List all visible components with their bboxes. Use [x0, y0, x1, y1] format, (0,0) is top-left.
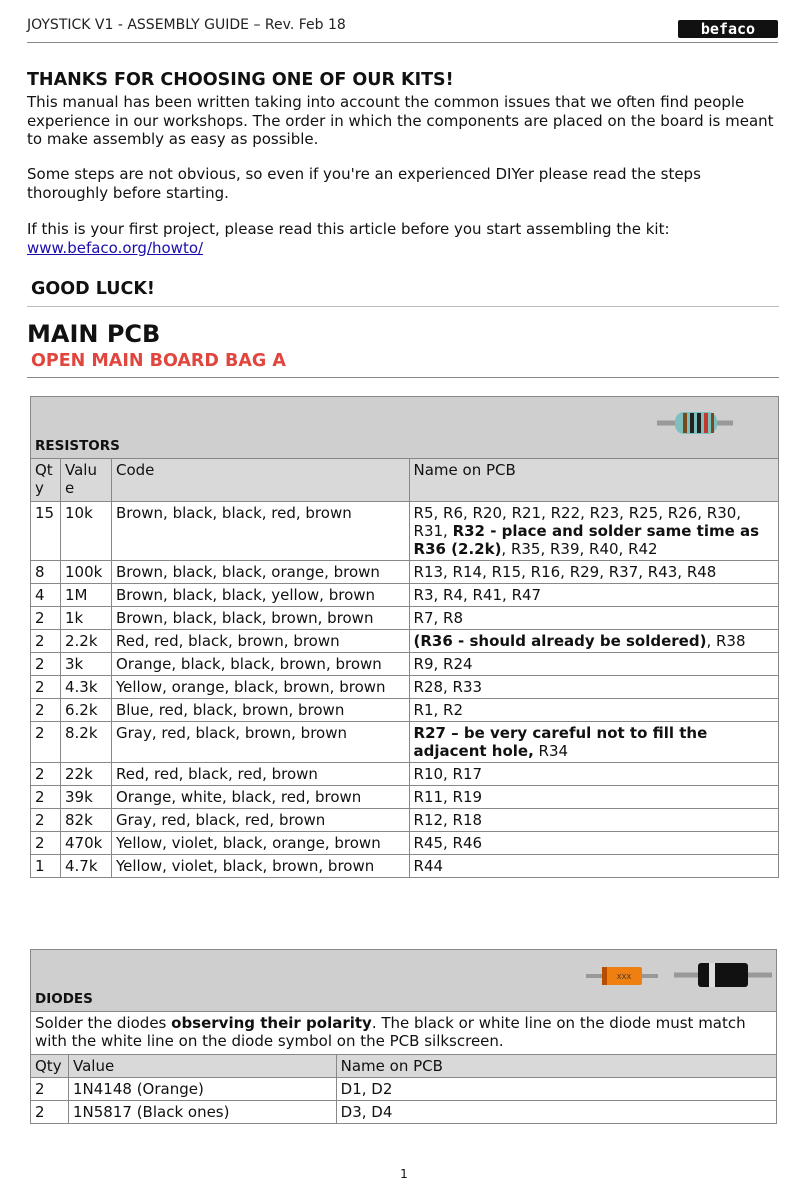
value-cell: 3k [60, 653, 111, 676]
howto-link[interactable]: www.befaco.org/howto/ [27, 238, 204, 257]
pcb-note: (R36 - should already be soldered) [413, 632, 707, 650]
pcb-cell: R45, R46 [409, 832, 778, 855]
qty-cell: 2 [31, 832, 61, 855]
diodes-label: DIODES [35, 991, 93, 1007]
pcb-cell: R10, R17 [409, 763, 778, 786]
intro-heading: THANKS FOR CHOOSING ONE OF OUR KITS! [27, 70, 454, 90]
pcb-cell: R12, R18 [409, 809, 778, 832]
qty-cell: 2 [31, 699, 61, 722]
pcb-cell: R9, R24 [409, 653, 778, 676]
resistors-table [30, 396, 779, 878]
pcb-cell: R7, R8 [409, 607, 778, 630]
code-cell: Yellow, violet, black, orange, brown [111, 832, 409, 855]
intro-paragraph-3-text: If this is your first project, please read this article before you start assembling the kit: [27, 220, 670, 238]
value-cell: 39k [60, 786, 111, 809]
befaco-logo [678, 18, 778, 40]
qty-cell: 2 [31, 653, 61, 676]
table-row [31, 763, 779, 786]
table-row [31, 561, 779, 584]
qty-cell: 2 [31, 1101, 69, 1124]
good-luck: GOOD LUCK! [31, 279, 155, 299]
column-header: Name on PCB [409, 459, 778, 502]
qty-cell: 4 [31, 584, 61, 607]
value-cell: 470k [60, 832, 111, 855]
value-cell: 22k [60, 763, 111, 786]
value-cell: 4.7k [60, 855, 111, 878]
pcb-cell: D1, D2 [336, 1078, 776, 1101]
pcb-cell: R3, R4, R41, R47 [409, 584, 778, 607]
table-row [31, 1101, 777, 1124]
pcb-text: R34 [533, 742, 569, 760]
table-row [31, 855, 779, 878]
diodes-table [30, 949, 777, 1124]
value-cell: 1N5817 (Black ones) [68, 1101, 336, 1124]
value-cell: 4.3k [60, 676, 111, 699]
column-header: Code [111, 459, 409, 502]
note-text: Solder the diodes [35, 1014, 172, 1032]
value-cell: 6.2k [60, 699, 111, 722]
pcb-cell: R13, R14, R15, R16, R29, R37, R43, R48 [409, 561, 778, 584]
qty-cell: 8 [31, 561, 61, 584]
code-cell: Yellow, orange, black, brown, brown [111, 676, 409, 699]
code-cell: Yellow, violet, black, brown, brown [111, 855, 409, 878]
diodes-note [31, 1012, 777, 1055]
table-row [31, 502, 779, 561]
column-header: Value [68, 1055, 336, 1078]
table-row [31, 630, 779, 653]
pcb-text: , R35, R39, R40, R42 [501, 540, 658, 558]
table-row [31, 1078, 777, 1101]
code-cell: Brown, black, black, orange, brown [111, 561, 409, 584]
table-row [31, 809, 779, 832]
value-cell: 100k [60, 561, 111, 584]
column-header: Qt y [31, 459, 61, 502]
pcb-cell: R44 [409, 855, 778, 878]
pcb-cell: R1, R2 [409, 699, 778, 722]
qty-cell: 2 [31, 607, 61, 630]
table-row [31, 607, 779, 630]
qty-cell: 2 [31, 763, 61, 786]
table-row [31, 1012, 777, 1055]
table-row [31, 722, 779, 763]
qty-cell: 2 [31, 676, 61, 699]
divider [27, 377, 779, 378]
code-cell: Brown, black, black, yellow, brown [111, 584, 409, 607]
column-header: Qty [31, 1055, 69, 1078]
table-header-row [31, 459, 779, 502]
pcb-note: R27 – be very careful not to fill the adjacent hole, [413, 724, 708, 760]
table-row [31, 653, 779, 676]
table-row [31, 832, 779, 855]
qty-cell: 2 [31, 786, 61, 809]
intro-paragraph-2: Some steps are not obvious, so even if you're an experienced DIYer please read the steps thoroughly before starting. [27, 165, 701, 202]
pcb-cell: R11, R19 [409, 786, 778, 809]
pcb-text: R5, R6, R20, R21, R22, R23, R25, R26, R30, R31, [413, 504, 742, 540]
qty-cell: 2 [31, 630, 61, 653]
code-cell: Orange, black, black, brown, brown [111, 653, 409, 676]
qty-cell: 15 [31, 502, 61, 561]
column-header: Valu e [60, 459, 111, 502]
resistors-band [31, 397, 779, 459]
value-cell: 1k [60, 607, 111, 630]
note-emphasis: observing their polarity [171, 1014, 372, 1032]
column-header: Name on PCB [336, 1055, 776, 1078]
diode-marking: XXX [616, 973, 632, 981]
code-cell: Red, red, black, brown, brown [111, 630, 409, 653]
orange-diode-icon [586, 964, 658, 988]
logo-text: befaco [700, 20, 756, 38]
code-cell: Gray, red, black, brown, brown [111, 722, 409, 763]
page-header [27, 14, 778, 43]
doc-title: JOYSTICK V1 - ASSEMBLY GUIDE – Rev. Feb 18 [27, 17, 346, 33]
pcb-note: R32 - place and solder same time as R36 (2.2k) [413, 522, 760, 558]
pcb-cell [409, 502, 778, 561]
section-title: MAIN PCB [27, 320, 161, 348]
table-row [31, 786, 779, 809]
table-row [31, 699, 779, 722]
resistor-icon [657, 408, 733, 438]
code-cell: Brown, black, black, brown, brown [111, 607, 409, 630]
value-cell: 1N4148 (Orange) [68, 1078, 336, 1101]
value-cell: 8.2k [60, 722, 111, 763]
value-cell: 1M [60, 584, 111, 607]
qty-cell: 2 [31, 1078, 69, 1101]
qty-cell: 2 [31, 722, 61, 763]
code-cell: Red, red, black, red, brown [111, 763, 409, 786]
pcb-cell [409, 630, 778, 653]
table-row [31, 584, 779, 607]
bag-instruction: OPEN MAIN BOARD BAG A [31, 351, 286, 371]
note-text: . The black or white line on the diode must match with the white line on the diode symbol on the PCB silkscreen. [35, 1014, 746, 1050]
value-cell: 82k [60, 809, 111, 832]
pcb-cell [409, 722, 778, 763]
code-cell: Orange, white, black, red, brown [111, 786, 409, 809]
resistors-label: RESISTORS [35, 438, 120, 454]
qty-cell: 1 [31, 855, 61, 878]
page-number: 1 [400, 1167, 408, 1181]
qty-cell: 2 [31, 809, 61, 832]
black-diode-icon [674, 960, 772, 990]
intro-paragraph-3 [27, 220, 779, 257]
code-cell: Blue, red, black, brown, brown [111, 699, 409, 722]
diodes-band [31, 950, 777, 1012]
table-row [31, 676, 779, 699]
code-cell: Brown, black, black, red, brown [111, 502, 409, 561]
value-cell: 2.2k [60, 630, 111, 653]
code-cell: Gray, red, black, red, brown [111, 809, 409, 832]
pcb-cell: R28, R33 [409, 676, 778, 699]
intro-paragraph-1: This manual has been written taking into account the common issues that we often find people experience in our workshops. The order in which the components are placed on the board is meant to make assembly as easy as possible. [27, 93, 774, 149]
table-header-row [31, 1055, 777, 1078]
value-cell: 10k [60, 502, 111, 561]
pcb-cell: D3, D4 [336, 1101, 776, 1124]
divider [27, 306, 779, 307]
pcb-text: , R38 [706, 632, 746, 650]
